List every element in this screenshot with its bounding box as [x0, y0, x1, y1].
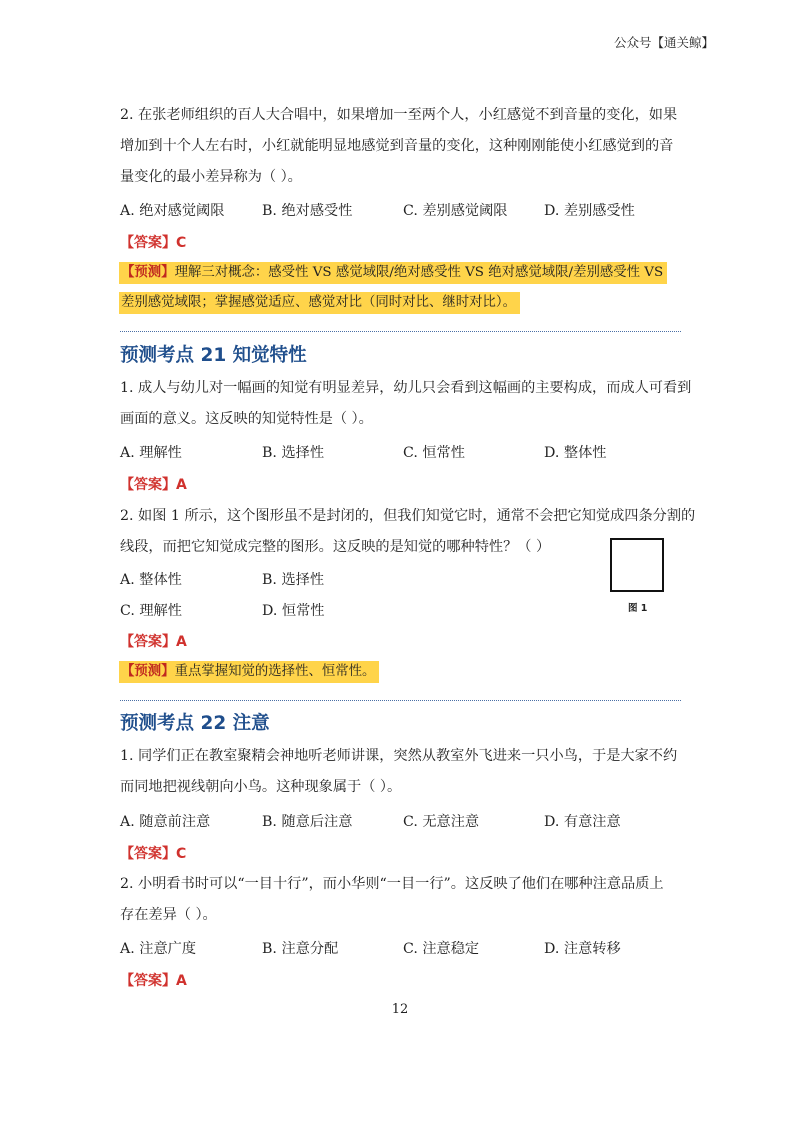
question-text-line: 而同地把视线朝向小鸟。这种现象属于（ ）。 [120, 779, 402, 795]
option-a: A. 随意前注意 [120, 814, 211, 830]
option-c: C. 理解性 [120, 603, 182, 619]
option-b: B. 绝对感受性 [262, 203, 353, 219]
section-divider [120, 331, 681, 332]
page-number: 12 [391, 1002, 409, 1017]
option-b: B. 选择性 [262, 445, 325, 461]
question-text-line: 2. 在张老师组织的百人大合唱中，如果增加一至两个人，小红感觉不到音量的变化，如果 [120, 107, 678, 123]
answer-label: 【答案】C [120, 235, 187, 251]
prediction-label: 【预测】 [121, 265, 175, 280]
option-d: D. 有意注意 [544, 814, 621, 830]
answer-label: 【答案】A [120, 973, 187, 989]
option-b: B. 随意后注意 [262, 814, 353, 830]
question-text-line: 1. 成人与幼儿对一幅画的知觉有明显差异，幼儿只会看到这幅画的主要构成，而成人可看到 [120, 380, 692, 396]
option-b: B. 选择性 [262, 572, 325, 588]
section-title: 预测考点 21 知觉特性 [120, 345, 307, 366]
option-a: A. 整体性 [120, 572, 182, 588]
option-c: C. 恒常性 [403, 445, 465, 461]
option-b: B. 注意分配 [262, 941, 339, 957]
prediction-text: 理解三对概念：感受性 VS 感觉域限/绝对感受性 VS 绝对感觉域限/差别感受性 VS [174, 265, 664, 280]
prediction-box-line2 [119, 292, 520, 314]
question-text-line: 存在差异（ ）。 [120, 907, 217, 923]
question-text-line: 2. 如图 1 所示，这个图形虽不是封闭的，但我们知觉它时，通常不会把它知觉成四条分割的 [120, 508, 696, 524]
option-a: A. 注意广度 [120, 941, 197, 957]
option-d: D. 差别感受性 [544, 203, 635, 219]
question-text-line: 1. 同学们正在教室聚精会神地听老师讲课，突然从教室外飞进来一只小鸟，于是大家不约 [120, 748, 678, 764]
answer-label: 【答案】C [120, 846, 187, 862]
page-header: 公众号【通关鲸】 [613, 35, 714, 50]
question-text-line: 画面的意义。这反映的知觉特性是（ ）。 [120, 411, 373, 427]
prediction-text: 重点掌握知觉的选择性、恒常性。 [174, 664, 376, 679]
option-c: C. 差别感觉阈限 [403, 203, 508, 219]
figure-caption: 图 1 [628, 603, 648, 614]
prediction-box [119, 262, 667, 284]
prediction-text: 差别感觉域限；掌握感觉适应、感觉对比（同时对比、继时对比）。 [121, 295, 517, 310]
option-a: A. 理解性 [120, 445, 182, 461]
option-d: D. 恒常性 [262, 603, 325, 619]
question-text-line: 增加到十个人左右时，小红就能明显地感觉到音量的变化，这种刚刚能使小红感觉到的音 [120, 138, 674, 154]
section-divider [120, 700, 681, 701]
prediction-box [119, 661, 379, 683]
prediction-label: 【预测】 [121, 664, 175, 679]
option-d: D. 整体性 [544, 445, 607, 461]
answer-label: 【答案】A [120, 477, 187, 493]
question-text-line: 线段，而把它知觉成完整的图形。这反映的是知觉的哪种特性？（ ） [120, 539, 551, 555]
question-text-line: 2. 小明看书时可以“一目十行”，而小华则“一目一行”。这反映了他们在哪种注意品质上 [120, 876, 664, 892]
figure-open-square [610, 538, 664, 592]
option-c: C. 无意注意 [403, 814, 480, 830]
option-a: A. 绝对感觉阈限 [120, 203, 225, 219]
answer-label: 【答案】A [120, 634, 187, 650]
question-text-line: 量变化的最小差异称为（ ）。 [120, 169, 302, 185]
option-c: C. 注意稳定 [403, 941, 480, 957]
option-d: D. 注意转移 [544, 941, 621, 957]
section-title: 预测考点 22 注意 [120, 713, 270, 734]
